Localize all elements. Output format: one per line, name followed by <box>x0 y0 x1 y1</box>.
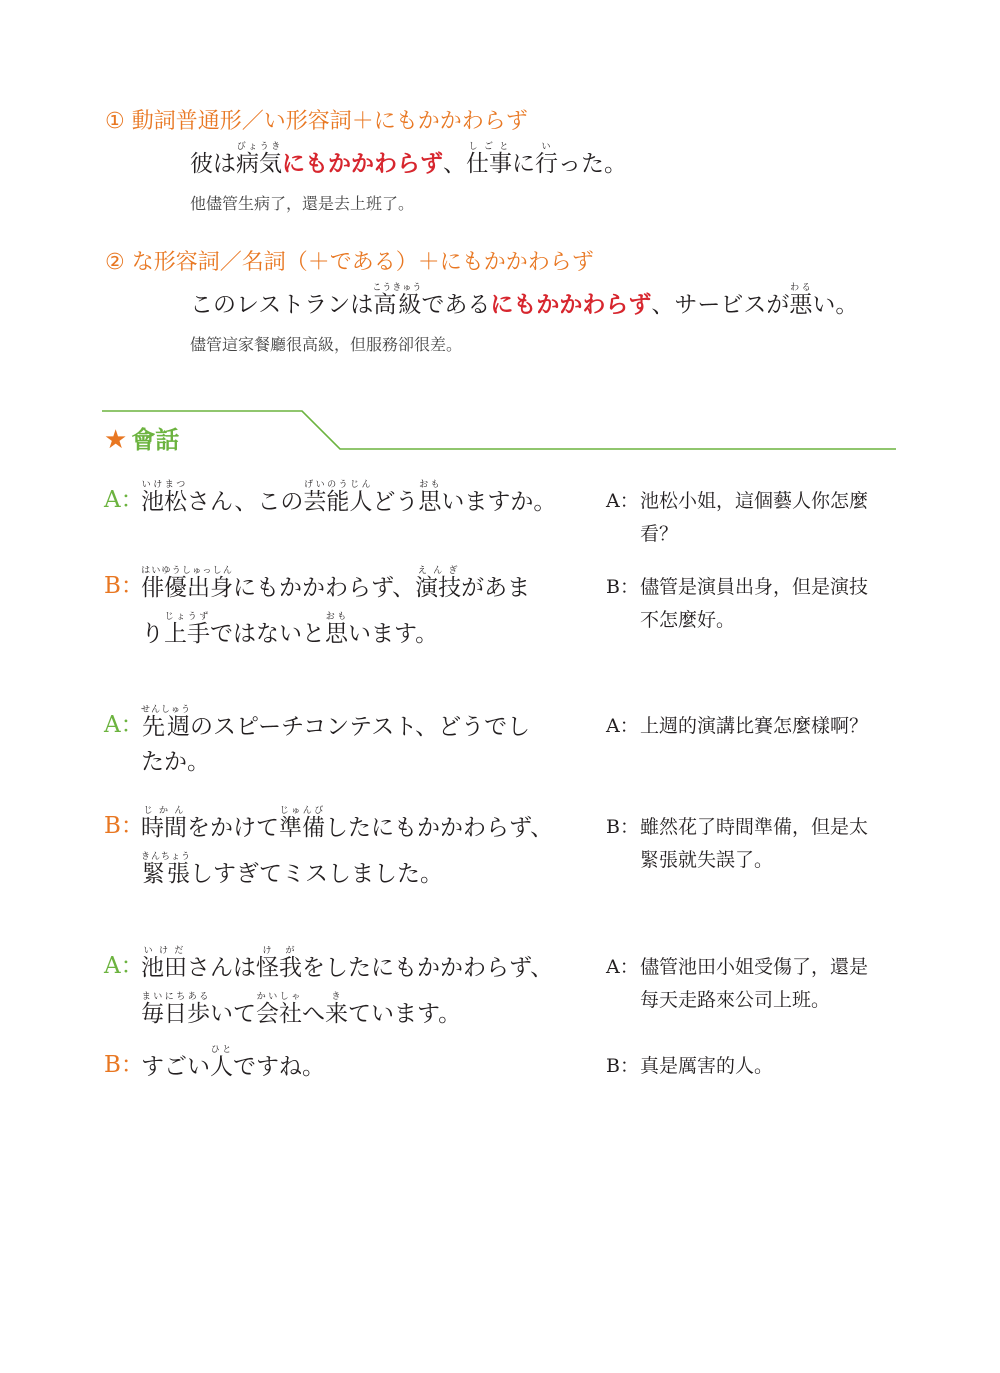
text-run: い。 <box>812 292 859 318</box>
dialogue-zh-line: 每天走路來公司上班。 <box>640 989 831 1011</box>
dialogue-jp-line <box>141 480 556 514</box>
dialogue-jp-line <box>141 946 553 980</box>
text-run: ではないと <box>210 621 325 647</box>
text-run: しすぎてミスしました。 <box>190 861 444 887</box>
text-run: り <box>141 621 164 647</box>
pattern-translation-1: 他儘管生病了，還是去上班了。 <box>190 194 415 213</box>
ruby-word: 怪我けが <box>256 946 302 981</box>
dialogue-jp-line <box>141 1045 325 1079</box>
ruby-word: 悪わる <box>789 283 813 318</box>
ruby-word: 準備じゅんび <box>279 806 325 841</box>
ruby-word: 池松いけまつ <box>141 480 187 515</box>
speaker-label: B： <box>104 573 144 599</box>
text-run: このレストランは <box>190 292 374 318</box>
text-run: 彼は <box>190 151 236 177</box>
ruby-word: 思おも <box>418 480 442 515</box>
pattern-heading-2: ② な形容詞／名詞（＋である）＋にもかかわらず <box>105 250 594 275</box>
ruby-word: 人ひと <box>210 1045 233 1080</box>
text-run: どう <box>372 489 419 515</box>
text-run: ですね。 <box>233 1054 325 1080</box>
ruby-word: 行い <box>535 142 558 177</box>
text-run: したにもかかわらず、 <box>325 815 554 841</box>
dialogue-zh-line: 上週的演講比賽怎麼樣啊？ <box>640 715 869 737</box>
dialogue-jp-line <box>141 612 438 646</box>
text-run: をかけて <box>187 815 279 841</box>
dialogue-zh-line: 儘管池田小姐受傷了，還是 <box>640 956 869 978</box>
dialogue-jp-line <box>141 566 530 600</box>
text-run: ています。 <box>348 1001 462 1027</box>
text-run: があま <box>461 575 531 601</box>
dialogue-jp-line <box>141 992 461 1026</box>
text-run: いて <box>210 1001 256 1027</box>
text-run: さん、この <box>187 489 304 515</box>
highlight-text: にもかかわらず <box>282 150 443 177</box>
text-run: すごい <box>141 1054 210 1080</box>
dialogue-zh-line: 看？ <box>640 523 679 545</box>
speaker-label: A： <box>104 712 144 738</box>
pattern-example-2 <box>190 283 858 317</box>
speaker-label: B： <box>104 813 144 839</box>
ruby-word: 病気びょうき <box>236 142 282 177</box>
dialogue-zh-line: 雖然花了時間準備，但是太 <box>640 816 869 838</box>
ruby-word: 来き <box>325 992 348 1027</box>
ruby-word: 高級こうきゅう <box>372 283 423 318</box>
ruby-word: 俳優出身はいゆうしゅっしん <box>141 566 233 601</box>
ruby-word: 先週せんしゅう <box>141 705 192 740</box>
dialogue-jp-line <box>141 806 553 840</box>
highlight-text: にもかかわらず <box>490 291 652 318</box>
text-run: います。 <box>348 621 439 647</box>
ruby-word: 緊張きんちょう <box>141 852 192 887</box>
text-run: に <box>512 151 535 177</box>
star-icon: ★ <box>104 425 128 455</box>
section-title-text: 會話 <box>131 426 180 454</box>
pattern-heading-1: ① 動詞普通形／い形容詞＋にもかかわらず <box>105 109 528 134</box>
pattern-example-1 <box>190 142 627 176</box>
text-run: さんは <box>187 955 256 981</box>
ruby-word: 毎日まいにち <box>141 992 187 1027</box>
dialogue-zh-line: 池松小姐，這個藝人你怎麼 <box>640 490 869 512</box>
text-run: のスピーチコンテスト、どうでし <box>190 714 531 740</box>
ruby-word: 芸能人げいのうじん <box>303 480 373 515</box>
text-run: である <box>421 292 491 318</box>
text-run: 、 <box>443 151 466 177</box>
text-run: 、サービスが <box>651 292 790 318</box>
text-run: へ <box>302 1001 325 1027</box>
ruby-word: 思おも <box>325 612 348 647</box>
ruby-word: 歩ある <box>187 992 210 1027</box>
speaker-label: A： <box>104 487 144 513</box>
section-title <box>104 420 179 455</box>
speaker-label-translation: A： <box>606 490 639 512</box>
text-run: たか。 <box>141 749 210 775</box>
speaker-label-translation: B： <box>606 816 639 838</box>
dialogue-zh-line: 真是厲害的人。 <box>640 1055 774 1077</box>
speaker-label: A： <box>104 953 144 979</box>
ruby-word: 仕事しごと <box>466 142 512 177</box>
dialogue-zh-line: 緊張就失誤了。 <box>640 849 774 871</box>
text-run: をしたにもかかわらず、 <box>302 955 554 981</box>
ruby-word: 池田いけだ <box>141 946 187 981</box>
ruby-word: 上手じょうず <box>164 612 210 647</box>
pattern-translation-2: 儘管這家餐廳很高級，但服務卻很差。 <box>190 335 463 354</box>
dialogue-zh-line: 儘管是演員出身，但是演技 <box>640 576 869 598</box>
dialogue-jp-line <box>141 751 210 774</box>
text-run: った。 <box>558 151 627 177</box>
dialogue-zh-line: 不怎麼好。 <box>640 609 736 631</box>
dialogue-jp-line <box>141 852 443 886</box>
ruby-word: 演技えんぎ <box>415 566 462 601</box>
text-run: いますか。 <box>441 489 557 515</box>
speaker-label-translation: A： <box>606 956 639 978</box>
speaker-label-translation: A： <box>606 715 639 737</box>
text-run: にもかかわらず、 <box>233 575 416 601</box>
speaker-label: B： <box>104 1052 144 1078</box>
speaker-label-translation: B： <box>606 1055 639 1077</box>
ruby-word: 会社かいしゃ <box>256 992 302 1027</box>
ruby-word: 時間じかん <box>141 806 187 841</box>
dialogue-jp-line <box>141 705 530 739</box>
section-header-divider <box>100 405 900 451</box>
speaker-label-translation: B： <box>606 576 639 598</box>
